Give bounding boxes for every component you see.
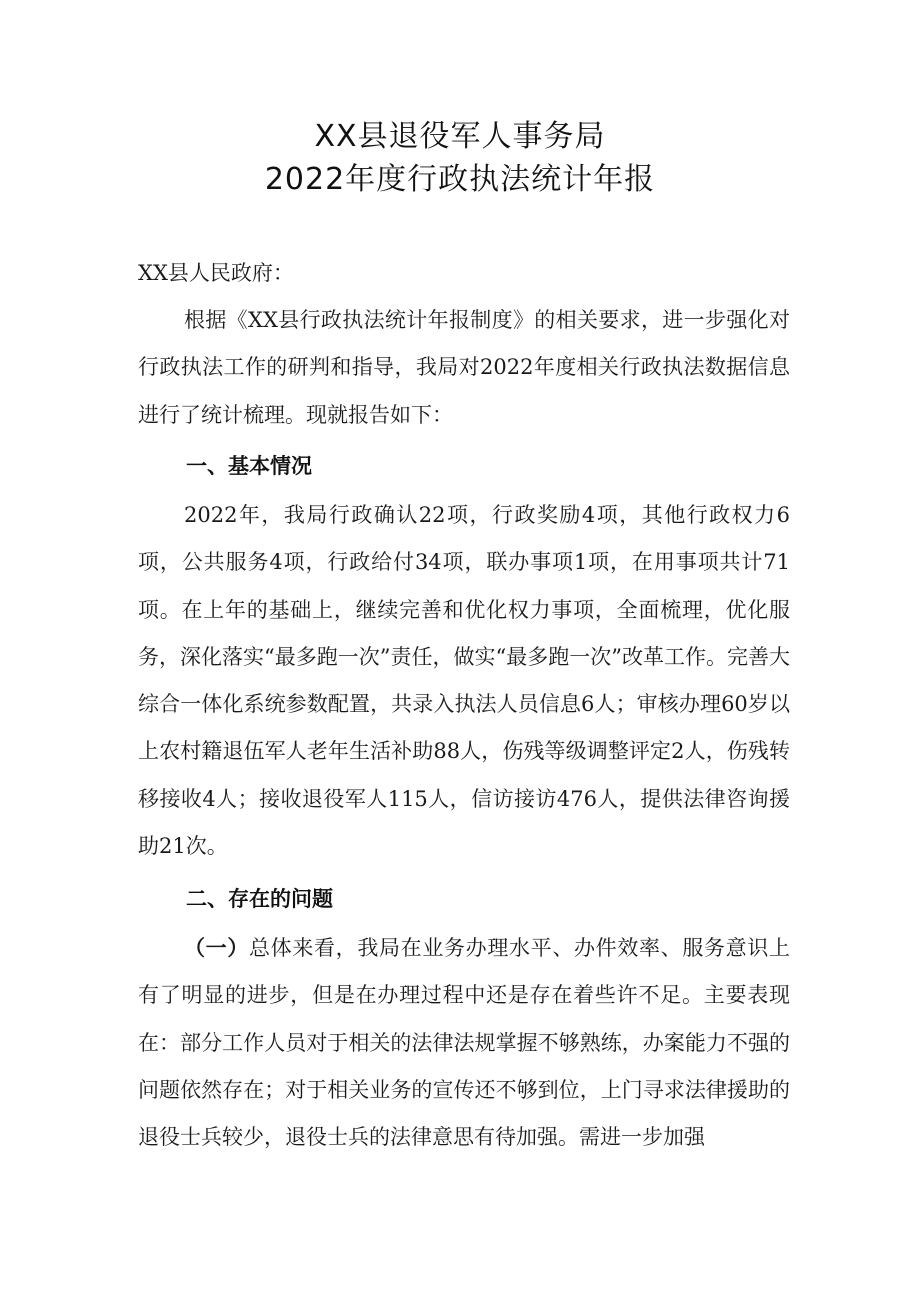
section-2-item-1-paragraph xyxy=(138,925,790,1161)
document-title-line-2: 2022年度行政执法统计年报 xyxy=(264,162,656,197)
section-2-heading: 二、存在的问题 xyxy=(186,887,333,911)
document-title-line-1: XX县退役军人事务局 xyxy=(314,119,606,154)
intro-paragraph: 根据《XX县行政执法统计年报制度》的相关要求，进一步强化对行政执法工作的研判和指导，我局对2022年度相关行政执法数据信息进行了统计梳理。现就报告如下： xyxy=(138,308,790,427)
section-1-paragraph: 2022年，我局行政确认22项，行政奖励4项，其他行政权力6项，公共服务4项，行政给付34项，联办事项1项，在用事项共计71项。在上年的基础上，继续完善和优化权力事项，全面梳理，优化服务，深化落实“最多跑一次”责任，做实“最多跑一次”改革工作。完善大综合一体化系统参数配置，共录入执法人员信息6人；审核办理60岁以上农村籍退伍军人老年生活补助88人，伤残等级调整评定2人，伤残转移接收4人；接收退役军人115人，信访接访476人，提供法律咨询援助21次。 xyxy=(138,503,790,859)
salutation: XX县人民政府： xyxy=(138,261,294,285)
item-1-label: （一） xyxy=(184,936,249,960)
item-1-text: 总体来看，我局在业务办理水平、办件效率、服务意识上有了明显的进步，但是在办理过程中还是存在着些许不足。主要表现在：部分工作人员对于相关的法律法规掌握不够熟练，办案能力不强的问题依然存在；对于相关业务的宣传还不够到位，上门寻求法律援助的退役士兵较少，退役士兵的法律意思有待加强。需进一步加强 xyxy=(138,936,790,1150)
section-1-heading: 一、基本情况 xyxy=(186,454,312,478)
